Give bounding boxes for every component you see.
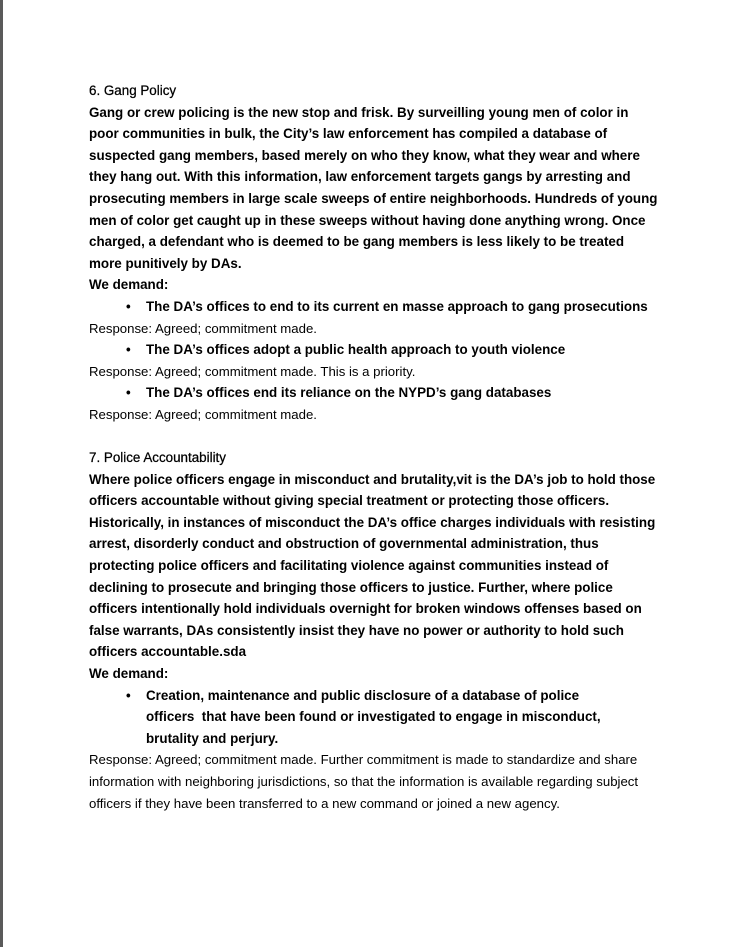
response-text: Response: Agreed; commitment made. [89,320,317,336]
section-heading: 7. Police Accountability [89,450,226,466]
demand-list [89,339,659,361]
bullet-icon: • [126,298,131,314]
demand-text: Creation, maintenance and public disclosure of a database of police officers that have been found or investigated to engage in misconduct, brutality and perjury. [146,687,605,746]
demand-item [89,339,659,361]
demand-list [89,685,659,750]
demand-label: We demand: [89,277,169,293]
response-text: Response: Agreed; commitment made. Further commitment is made to standardize and share information with neighboring jurisdictions, so that the information is available regarding subject officers if they have been transferred to a new command or joined a new agency. [89,752,639,811]
demand-label: We demand: [89,666,169,682]
demand-list [89,382,659,404]
response-text: Response: Agreed; commitment made. This is a priority. [89,363,416,379]
demand-item [89,382,659,404]
section-body: Where police officers engage in misconduct and brutality,vit is the DA’s job to hold those officers accountable without giving special treatment or protecting those officers. Historically, in instances of misconduct the DA’s office charges individuals with resisting arrest, disorderly conduct and obstruction of governmental administration, thus protecting police officers and facilitating violence against communities instead of declining to prosecute and bringing those officers to justice. Further, where police officers intentionally hold individuals overnight for broken windows offenses based on false warrants, DAs consistently insist they have no power or authority to hold such officers accountable.sda [89,471,656,660]
bullet-icon: • [126,385,131,401]
demand-list [89,296,659,318]
section-police-accountability [89,447,659,814]
demand-text: The DA’s offices end its reliance on the NYPD’s gang databases [146,385,552,401]
section-gang-policy [89,80,659,426]
section-spacer [89,426,659,448]
section-heading: 6. Gang Policy [89,83,177,98]
demand-text: The DA’s offices adopt a public health approach to youth violence [146,342,566,358]
demand-item [89,685,659,750]
demand-item [89,296,659,318]
section-body: Gang or crew policing is the new stop and frisk. By surveilling young men of color in poor communities in bulk, the City’s law enforcement has compiled a database of suspected gang members, based merely on who they know, what they wear and where they hang out. With this information, law enforcement targets gangs by arresting and prosecuting members in large scale sweeps of entire neighborhoods. Hundreds of young men of color get caught up in these sweeps without having done anything wrong. Once charged, a defendant who is deemed to be gang members is less likely to be treated more punitively by DAs. [89,104,658,271]
demand-text: The DA’s offices to end to its current en masse approach to gang prosecutions [146,298,648,314]
bullet-icon: • [126,342,131,358]
bullet-icon: • [126,687,131,703]
document-page [89,80,659,814]
window-left-edge [0,0,3,947]
response-text: Response: Agreed; commitment made. [89,406,317,422]
